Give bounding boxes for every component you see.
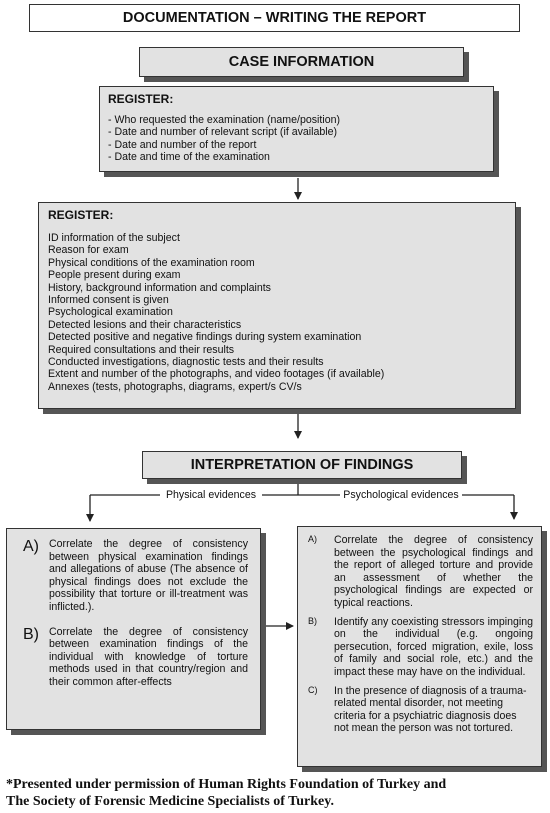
item-label: B) <box>308 615 317 626</box>
item-text: In the presence of diagnosis of a trauma-related mental disorder, not meeting criteria for a psychiatric diagnosis does not mean the person was not tortured. <box>334 684 527 735</box>
examination-register-box <box>38 202 516 409</box>
item-text: Identify any coexisting stressors impinging on the individual (e.g. ongoing persecution, forced migration, exile, loss of family and social role, etc.) and the impact these may have on the individual. <box>334 615 533 678</box>
psychological-item-a <box>308 534 533 610</box>
item-text: Correlate the degree of consistency between physical examination findings and allegations of abuse (The absence of physical findings does not exclude the possibility that torture or ill-treatment was inflicted.). <box>49 538 248 613</box>
case-register-item: - Date and number of relevant script (if available) <box>108 126 338 139</box>
case-register-item: - Date and number of the report <box>108 138 257 151</box>
case-information-header <box>139 47 464 77</box>
examination-register-item: People present during exam <box>48 269 181 282</box>
physical-evidences-box <box>6 528 261 730</box>
examination-register-item: Detected positive and negative findings during system examination <box>48 331 362 344</box>
examination-register-item: Psychological examination <box>48 306 173 319</box>
examination-register-item: Required consultations and their results <box>48 343 235 356</box>
page-title: DOCUMENTATION – WRITING THE REPORT <box>122 10 427 26</box>
footnote <box>6 776 546 810</box>
examination-register-item: History, background information and complaints <box>48 281 271 294</box>
examination-register-item: Reason for exam <box>48 244 129 257</box>
examination-register-item: Annexes (tests, photographs, diagrams, expert/s CV/s <box>48 380 302 393</box>
case-register-item: - Who requested the examination (name/position) <box>108 114 341 126</box>
examination-register-item: Informed consent is given <box>48 294 169 307</box>
physical-item-b <box>23 626 248 689</box>
examination-register-item: Physical conditions of the examination room <box>48 256 255 269</box>
psychological-evidences-label: Psychological evidences <box>340 488 462 502</box>
item-text: Correlate the degree of consistency between examination findings of the individual with knowledge of torture methods used in that country/region and their common after-effects <box>49 625 248 688</box>
footnote-line-1: *Presented under permission of Human Rights Foundation of Turkey and <box>6 777 447 792</box>
case-register-item: - Date and time of the examination <box>108 151 270 164</box>
case-register-title: REGISTER: <box>108 92 174 106</box>
physical-item-a <box>23 538 248 614</box>
interpretation-title: INTERPRETATION OF FINDINGS <box>190 457 414 473</box>
examination-register-item: ID information of the subject <box>48 232 180 244</box>
case-register-box <box>99 86 494 172</box>
psychological-item-b <box>308 616 533 679</box>
page-title-box <box>29 4 520 32</box>
case-information-title: CASE INFORMATION <box>228 54 375 70</box>
psychological-item-c <box>308 685 533 735</box>
item-label: C) <box>308 684 318 695</box>
interpretation-header <box>142 451 462 479</box>
item-label: B) <box>23 625 39 643</box>
examination-register-item: Detected lesions and their characteristics <box>48 318 242 331</box>
psychological-evidences-box <box>297 526 542 767</box>
footnote-line-2: The Society of Forensic Medicine Specialists of Turkey. <box>6 794 334 809</box>
physical-evidences-label: Physical evidences <box>160 488 262 502</box>
item-label: A) <box>23 538 39 555</box>
examination-register-title: REGISTER: <box>48 208 114 222</box>
examination-register-item: Conducted investigations, diagnostic tests and their results <box>48 356 324 369</box>
examination-register-item: Extent and number of the photographs, and video footages (if available) <box>48 368 385 381</box>
item-text: Correlate the degree of consistency between the psychological findings and the report of alleged torture and provide an assessment of whether the psychological findings are expected or typical reactions. <box>334 534 533 609</box>
item-label: A) <box>308 534 317 544</box>
